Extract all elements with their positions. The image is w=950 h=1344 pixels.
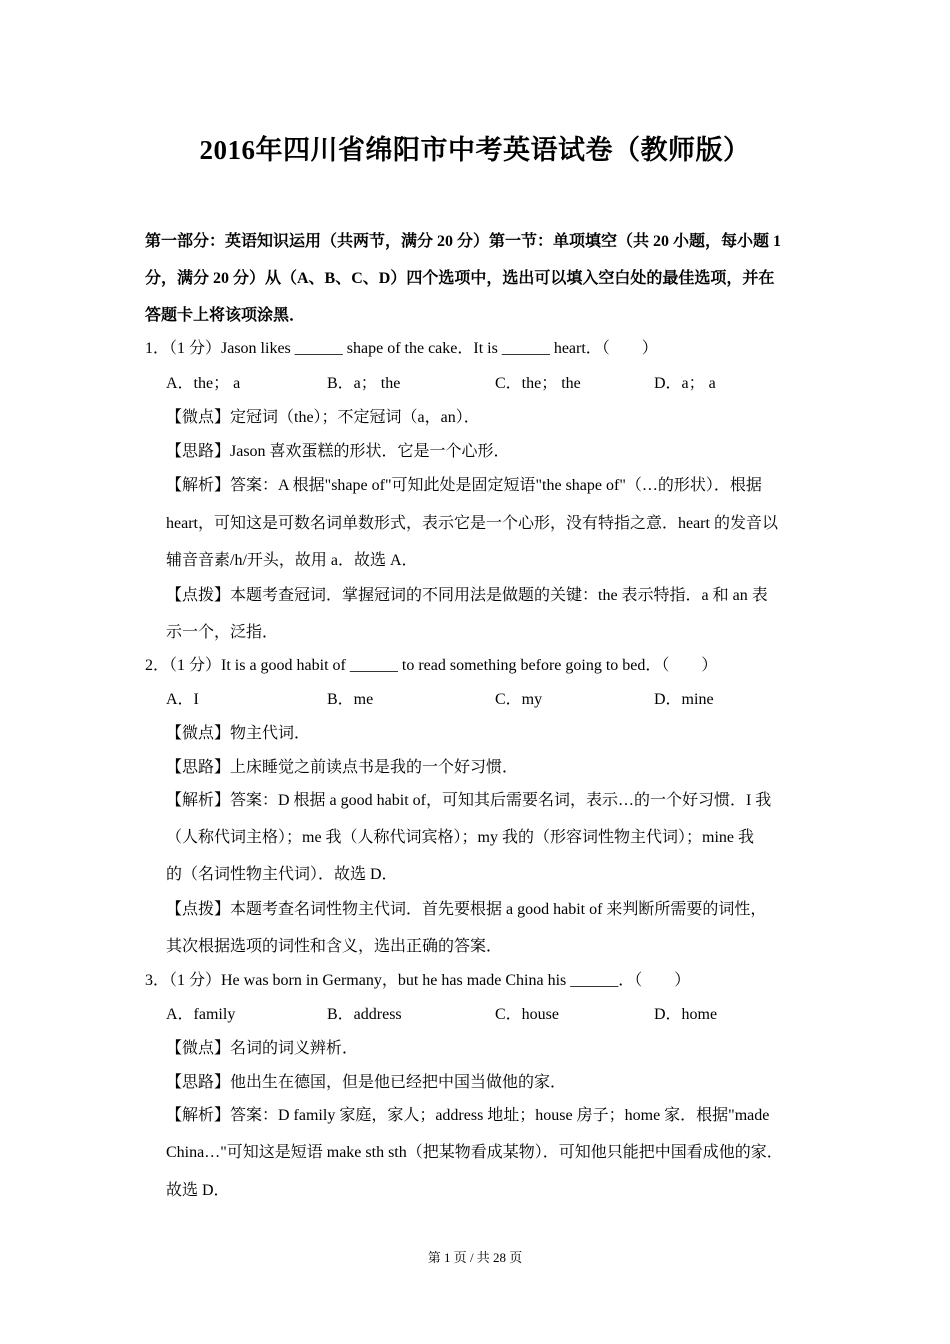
- weidian: 【微点】定冠词（the）；不定冠词（a，an）．: [166, 409, 480, 426]
- instruction-line: 答题卡上将该项涂黑．: [145, 307, 306, 324]
- question-stem: 3．（1 分）He was born in Germany，but he has made China his ______．（ ）: [145, 972, 691, 989]
- option-a: A．family: [166, 1006, 236, 1023]
- option-a: A．the； a: [166, 375, 241, 392]
- option-d: D．a； a: [654, 375, 716, 392]
- option-a: A．I: [166, 691, 199, 708]
- instruction-line: 第一部分：英语知识运用（共两节，满分 20 分）第一节：单项填空（共 20 小题，每小题 1: [145, 233, 782, 250]
- jiexi-line: 【解析】答案：A 根据"shape of"可知此处是固定短语"the shape of"（…的形状）．根据: [166, 477, 762, 494]
- dianbo-line: 【点拨】本题考查冠词．掌握冠词的不同用法是做题的关键：the 表示特指．a 和 an 表: [166, 587, 768, 604]
- jiexi-line: 【解析】答案：D 根据 a good habit of，可知其后需要名词，表示…的一个好习惯．I 我: [166, 792, 772, 809]
- silu: 【思路】上床睡觉之前读点书是我的一个好习惯．: [166, 759, 519, 776]
- option-c: C．house: [495, 1006, 560, 1023]
- dianbo-line: 【点拨】本题考查名词性物主代词．首先要根据 a good habit of 来判断所需要的词性，: [166, 901, 767, 918]
- instruction-line: 分，满分 20 分）从（A、B、C、D）四个选项中，选出可以填入空白处的最佳选项，并在: [145, 270, 775, 287]
- question-stem: 2．（1 分）It is a good habit of ______ to read something before going to bed．（ ）: [145, 657, 718, 674]
- silu: 【思路】Jason 喜欢蛋糕的形状．它是一个心形．: [166, 443, 510, 460]
- jiexi-line: 【解析】答案：D family 家庭，家人；address 地址；house 房子；home 家．根据"made: [166, 1107, 770, 1124]
- jiexi-line: 故选 D．: [166, 1182, 230, 1199]
- option-b: B．a； the: [327, 375, 401, 392]
- weidian: 【微点】名词的词义辨析．: [166, 1040, 359, 1057]
- weidian: 【微点】物主代词．: [166, 725, 311, 742]
- option-d: D．mine: [654, 691, 714, 708]
- page-footer: 第 1 页 / 共 28 页: [427, 1250, 523, 1265]
- silu: 【思路】他出生在德国，但是他已经把中国当做他的家．: [166, 1074, 567, 1091]
- jiexi-line: China…"可知这是短语 make sth sth（把某物看成某物）．可知他只能把中国看成他的家．: [166, 1144, 783, 1161]
- question-stem: 1．（1 分）Jason likes ______ shape of the cake．It is ______ heart．（ ）: [145, 340, 658, 357]
- page-title: 2016年四川省绵阳市中考英语试卷（教师版）: [199, 135, 751, 165]
- option-c: C．my: [495, 691, 543, 708]
- jiexi-line: 辅音音素/h/开头，故用 a．故选 A．: [166, 552, 418, 569]
- jiexi-line: 的（名词性物主代词）．故选 D．: [166, 866, 398, 883]
- option-b: B．me: [327, 691, 374, 708]
- jiexi-line: （人称代词主格）；me 我（人称代词宾格）；my 我的（形容词性物主代词）；mine 我: [166, 829, 754, 846]
- jiexi-line: heart，可知这是可数名词单数形式，表示它是一个心形，没有特指之意．heart 的发音以: [166, 515, 778, 532]
- option-b: B．address: [327, 1006, 402, 1023]
- dianbo-line: 示一个，泛指．: [166, 624, 279, 641]
- option-c: C．the； the: [495, 375, 581, 392]
- dianbo-line: 其次根据选项的词性和含义，选出正确的答案．: [166, 938, 503, 955]
- option-d: D．home: [654, 1006, 718, 1023]
